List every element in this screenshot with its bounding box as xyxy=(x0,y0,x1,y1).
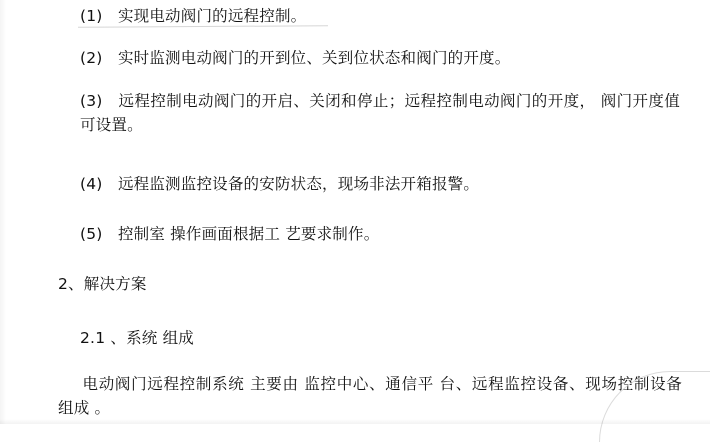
list-item xyxy=(80,172,676,196)
list-item-marker: (1) xyxy=(80,7,103,25)
list-item-text: 实时监测电动阀门的开到位、关到位状态和阀门的开度。 xyxy=(117,49,511,67)
body-paragraph xyxy=(58,372,682,420)
list-item-marker: (2) xyxy=(80,49,103,67)
list-item-text: 控制室 操作画面根据工 艺要求制作。 xyxy=(117,225,380,243)
list-item xyxy=(80,46,676,70)
page-bottom-shadow xyxy=(0,419,710,424)
list-item-marker: (4) xyxy=(80,175,103,193)
list-item xyxy=(80,222,676,246)
list-item-marker: (5) xyxy=(80,225,103,243)
section-heading: 2、解决方案 xyxy=(58,275,147,293)
list-item xyxy=(80,89,680,137)
body-paragraph-text: 电动阀门远程控制系统 主要由 监控中心、通信平 台、远程监控设备、现场控制设备 组成 。 xyxy=(58,375,682,418)
list-item-text: 实现电动阀门的远程控制。 xyxy=(117,7,307,25)
list-item-marker: (3) xyxy=(80,92,103,110)
list-item-text: 远程监测监控设备的安防状态，现场非法开箱报警。 xyxy=(117,175,480,193)
list-item xyxy=(80,4,676,28)
list-item-text: 远程控制电动阀门的开启、关闭和停止；远程控制电动阀门的开度， 阀门开度值可设置。 xyxy=(80,92,680,135)
subsection-heading: 2.1 、系统 组成 xyxy=(80,329,195,347)
page-left-shadow xyxy=(0,0,6,424)
